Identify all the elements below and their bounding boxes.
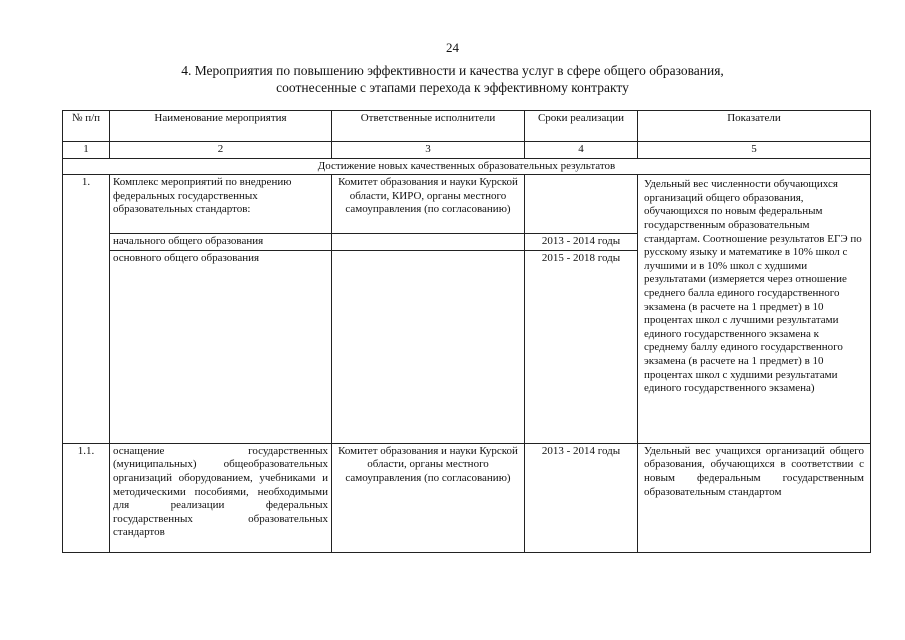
row1-sub2-name-text: основного общего образования	[113, 251, 260, 264]
row1-sub1-period: 2013 - 2014 годы	[525, 234, 638, 251]
row1-sub1-responsible-empty	[332, 234, 525, 251]
section-title: Достижение новых качественных образовательных результатов	[63, 158, 871, 175]
row1-sub2-period: 2015 - 2018 годы	[525, 250, 638, 443]
row1-responsible: Комитет образования и науки Курской области, КИРО, органы местного самоуправления (по согласованию)	[332, 175, 525, 234]
row1-name: Комплекс мероприятий по внедрению федеральных государственных образовательных стандартов:	[110, 175, 332, 234]
row1-period-empty	[525, 175, 638, 234]
row1-sub1-name: начального общего образования	[110, 234, 332, 251]
row2-period: 2013 - 2014 годы	[525, 443, 638, 552]
row1-sub2-name	[110, 250, 332, 443]
col-number: 5	[638, 142, 871, 159]
measures-table	[62, 110, 871, 553]
header-responsible: Ответственные исполнители	[332, 111, 525, 142]
title-line-1: 4. Мероприятия по повышению эффективности и качества услуг в сфере общего образования,	[181, 63, 724, 78]
row2-num: 1.1.	[63, 443, 110, 552]
header-period: Сроки реализации	[525, 111, 638, 142]
row1-indicators: Удельный вес численности обучающихся организаций общего образования, обучающихся по новым федеральным государственным образовательным стандартам. Соотношение результатов ЕГЭ по русскому языку и математике в 10% школ с лучшими и в 10% школ с худшими результатами (измеряется через отношение среднего балла единого государственного экзамена (в расчете на 1 предмет) в 10 процентах школ с лучшими результатами единого государственного экзамена к среднему баллу единого государственного экзамена (в расчете на 1 предмет) в 10 процентах школ с худшими результатами единого государственного экзамена)	[638, 175, 871, 444]
page-number: 24	[446, 40, 459, 55]
title-line-2: соотнесенные с этапами перехода к эффективному контракту	[276, 80, 629, 95]
table-row	[63, 175, 871, 234]
row2-responsible: Комитет образования и науки Курской области, органы местного самоуправления (по согласованию)	[332, 443, 525, 552]
header-indicators: Показатели	[638, 111, 871, 142]
column-numbers-row	[63, 142, 871, 159]
col-number: 1	[63, 142, 110, 159]
col-number: 4	[525, 142, 638, 159]
section-row	[63, 158, 871, 175]
row2-name: оснащение государственных (муниципальных) общеобразовательных организаций оборудованием, учебниками и методическими пособиями, необходимыми для реализации федеральных государственных образовательных стандартов	[110, 443, 332, 552]
document-title	[100, 62, 805, 96]
row1-num: 1.	[63, 175, 110, 444]
row2-indicators: Удельный вес учащихся организаций общего образования, обучающихся в соответствии с новым федеральным государственным образовательным стандартом	[638, 443, 871, 552]
header-num: № п/п	[63, 111, 110, 142]
header-name: Наименование мероприятия	[110, 111, 332, 142]
col-number: 3	[332, 142, 525, 159]
row1-sub2-responsible-empty	[332, 250, 525, 443]
col-number: 2	[110, 142, 332, 159]
table-row	[63, 443, 871, 552]
header-row	[63, 111, 871, 142]
